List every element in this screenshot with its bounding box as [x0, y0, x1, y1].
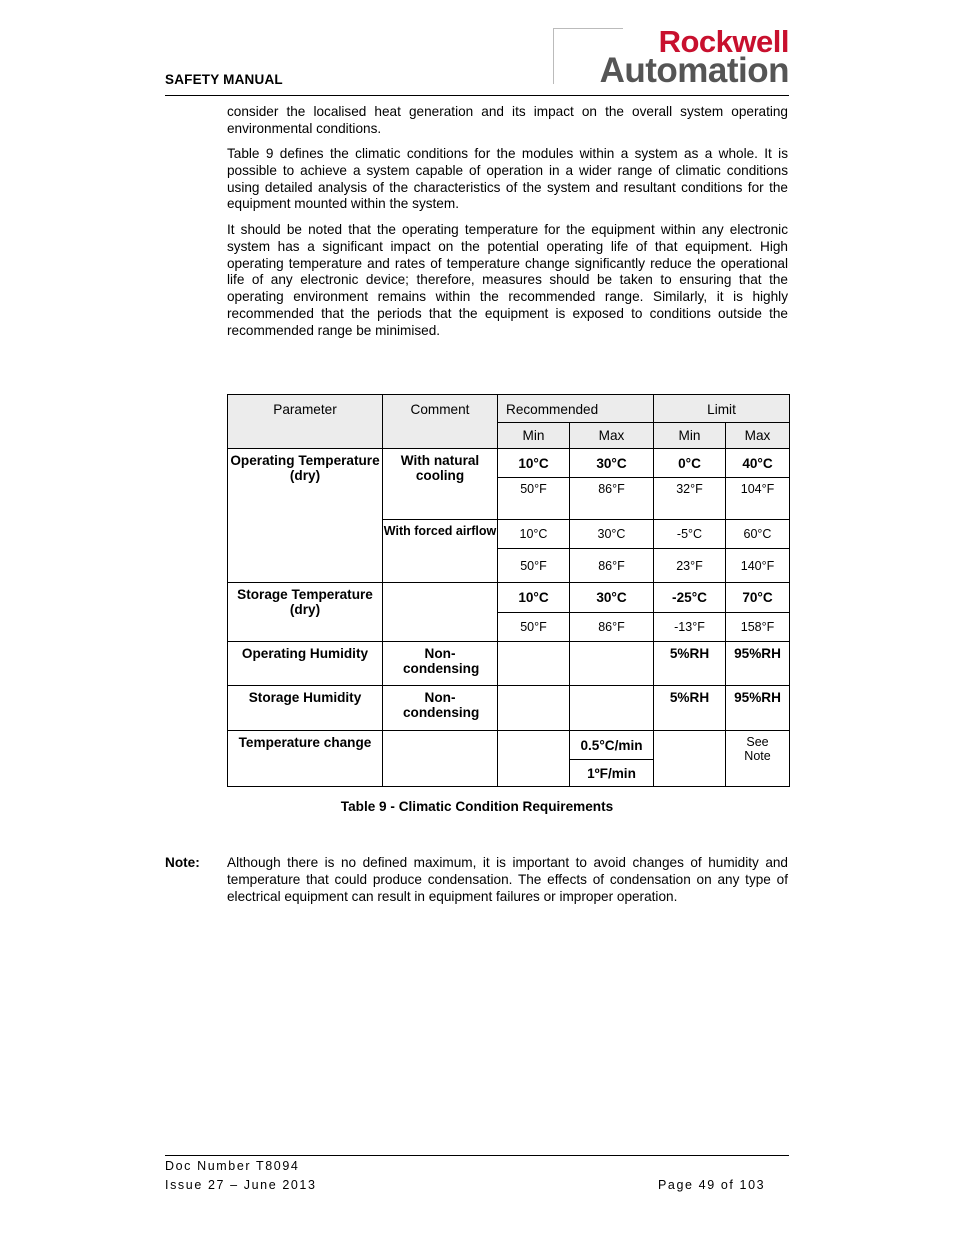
note-label: Note: [165, 855, 200, 870]
header-limit-max: Max [726, 423, 790, 449]
header-rec-min: Min [498, 423, 570, 449]
logo-text-automation: Automation [599, 51, 789, 90]
header-recommended: Recommended [498, 395, 654, 423]
comment-non-condensing: Non-condensing [383, 686, 498, 731]
cell-value: 30°C [570, 449, 654, 478]
cell-value: 95%RH [726, 686, 790, 731]
comment-empty [383, 731, 498, 787]
param-temperature-change: Temperature change [228, 731, 383, 787]
table-row [228, 731, 790, 760]
table-header-row [228, 395, 790, 423]
cell-value: 0.5°C/min [570, 731, 654, 760]
param-storage-humidity: Storage Humidity [228, 686, 383, 731]
cell-value: 140°F [726, 549, 790, 583]
header-limit: Limit [654, 395, 790, 423]
cell-empty [654, 731, 726, 787]
climatic-conditions-table [227, 394, 790, 787]
param-operating-humidity: Operating Humidity [228, 642, 383, 686]
cell-value: 10°C [498, 520, 570, 549]
cell-value: 1ºF/min [570, 760, 654, 787]
table-caption: Table 9 - Climatic Condition Requirements [340, 799, 614, 814]
paragraph-3: It should be noted that the operating temperature for the equipment within any electronic system has a significant impact on the potential operating life of that equipment. High operating temperature and rates of temperature change significantly reduce the operational life of any electronic device; therefore, measures should be taken to ensuring that the operating environment remains within the recommended range. Similarly, it is highly recommended that the periods that the equipment is exposed to conditions outside the recommended range be minimised. [227, 222, 788, 338]
comment-natural-cooling: With natural cooling [383, 449, 498, 520]
manual-title: SAFETY MANUAL [165, 72, 283, 87]
header-divider [165, 95, 789, 96]
param-storage-temperature: Storage Temperature (dry) [228, 583, 383, 642]
cell-value: 95%RH [726, 642, 790, 686]
param-operating-temperature: Operating Temperature (dry) [228, 449, 383, 583]
cell-empty [498, 686, 570, 731]
header-parameter: Parameter [228, 395, 383, 449]
header-rec-max: Max [570, 423, 654, 449]
cell-value: 10°C [498, 583, 570, 613]
table-row [228, 642, 790, 686]
paragraph-1: consider the localised heat generation and its impact on the overall system operating environmental conditions. [227, 104, 788, 136]
cell-value: 158°F [726, 613, 790, 642]
cell-empty [570, 686, 654, 731]
cell-empty [498, 731, 570, 787]
cell-value: 5%RH [654, 686, 726, 731]
cell-see-note: See Note [726, 731, 790, 787]
cell-value: 0°C [654, 449, 726, 478]
cell-value: 50°F [498, 549, 570, 583]
cell-value: 5%RH [654, 642, 726, 686]
cell-value: 50°F [498, 613, 570, 642]
cell-value: 86°F [570, 478, 654, 520]
header-comment: Comment [383, 395, 498, 449]
cell-value: 40°C [726, 449, 790, 478]
logo-frame-line [553, 28, 623, 29]
note-text: Although there is no defined maximum, it is important to avoid changes of humidity and temperature that could produce condensation. The effects of condensation on any type of electrical equipment can result in equipment failures or improper operation. [227, 855, 788, 904]
cell-value: 50°F [498, 478, 570, 520]
comment-non-condensing: Non-condensing [383, 642, 498, 686]
cell-value: 30°C [570, 583, 654, 613]
cell-empty [570, 642, 654, 686]
footer-issue: Issue 27 – June 2013 [165, 1178, 317, 1192]
footer-divider [165, 1155, 789, 1156]
cell-empty [498, 642, 570, 686]
table-row [228, 449, 790, 478]
footer-page-number: Page 49 of 103 [658, 1178, 766, 1192]
header-limit-min: Min [654, 423, 726, 449]
comment-empty [383, 583, 498, 642]
cell-value: -13°F [654, 613, 726, 642]
table-row [228, 686, 790, 731]
cell-value: -25°C [654, 583, 726, 613]
cell-value: 60°C [726, 520, 790, 549]
footer-doc-number: Doc Number T8094 [165, 1159, 300, 1173]
cell-value: 104°F [726, 478, 790, 520]
table-row [228, 583, 790, 613]
cell-value: 30°C [570, 520, 654, 549]
cell-value: -5°C [654, 520, 726, 549]
cell-value: 86°F [570, 549, 654, 583]
logo-text-rockwell: Rockwell [658, 24, 789, 59]
cell-value: 10°C [498, 449, 570, 478]
cell-value: 86°F [570, 613, 654, 642]
cell-value: 23°F [654, 549, 726, 583]
rockwell-automation-logo [553, 24, 789, 90]
comment-forced-airflow: With forced airflow [383, 520, 498, 583]
logo-frame-line [553, 28, 554, 84]
cell-value: 70°C [726, 583, 790, 613]
paragraph-2: Table 9 defines the climatic conditions for the modules within a system as a whole. It is possible to achieve a system capable of operation in a wider range of climatic conditions using detailed analysis of the characteristics of the system and resultant conditions for the equipment mounted within the system. [227, 146, 788, 212]
cell-value: 32°F [654, 478, 726, 520]
